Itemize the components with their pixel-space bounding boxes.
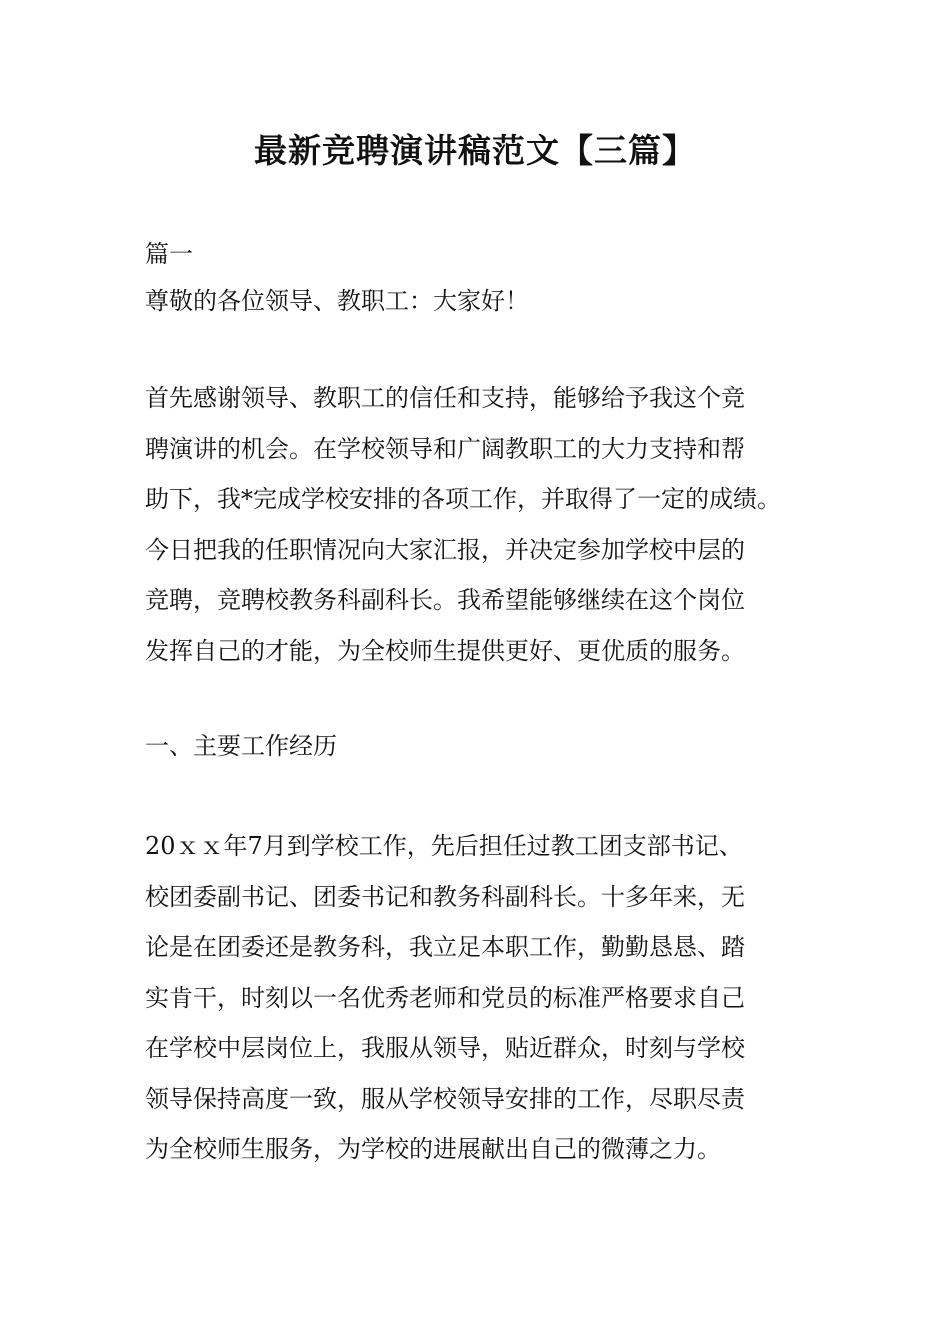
paragraph-line: 聘演讲的机会。在学校领导和广阔教职工的大力支持和帮 <box>145 434 745 463</box>
section-heading-text: 一、主要工作经历 <box>145 732 337 760</box>
paragraph-line: 领导保持高度一致，服从学校领导安排的工作，尽职尽责 <box>145 1084 745 1113</box>
paragraph-line: 发挥自己的才能，为全校师生提供更好、更优质的服务。 <box>145 636 745 665</box>
paragraph-line: 论是在团委还是教务科，我立足本职工作，勤勤恳恳、踏 <box>145 933 745 961</box>
section-heading <box>145 721 835 772</box>
paragraph-line: 校团委副书记、团委书记和教务科副科长。十多年来，无 <box>145 882 745 911</box>
paragraph-line: 今日把我的任职情况向大家汇报，并决定参加学校中层的 <box>145 535 745 564</box>
paragraph-line: 实肯干，时刻以一名优秀老师和党员的标准严格要求自己 <box>145 983 745 1012</box>
paragraph-line: 在学校中层岗位上，我服从领导，贴近群众，时刻与学校 <box>145 1034 745 1062</box>
paragraph-line: 首先感谢领导、教职工的信任和支持，能够给予我这个竞 <box>145 384 745 412</box>
document-title: 最新竞聘演讲稿范文【三篇】 <box>254 131 696 170</box>
paragraph-1 <box>145 373 835 676</box>
paragraph-2 <box>145 821 835 1175</box>
section-label-text: 篇一 <box>145 240 193 268</box>
paragraph-line: 竞聘，竞聘校教务科副科长。我希望能够继续在这个岗位 <box>145 586 745 614</box>
paragraph-line: 为全校师生服务，为学校的进展献出自己的微薄之力。 <box>145 1135 721 1163</box>
section-label <box>145 229 835 280</box>
greeting <box>145 276 835 327</box>
greeting-text: 尊敬的各位领导、教职工：大家好！ <box>145 287 529 315</box>
paragraph-line: 助下，我*完成学校安排的各项工作，并取得了一定的成绩。 <box>145 485 781 513</box>
paragraph-line: 20ｘｘ年7月到学校工作，先后担任过教工团支部书记、 <box>145 832 743 860</box>
